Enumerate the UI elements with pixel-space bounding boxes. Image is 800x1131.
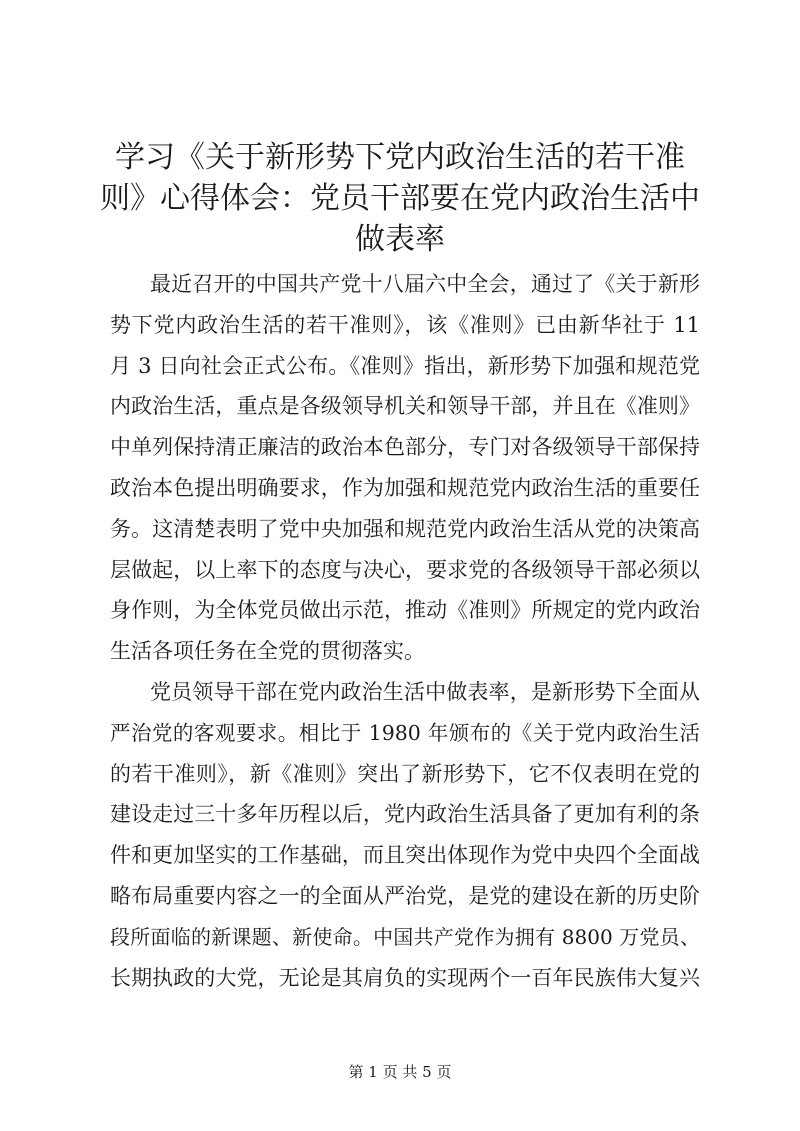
title-line: 做表率	[355, 222, 445, 257]
paragraph-line: 中单列保持清正廉洁的政治本色部分，专门对各级领导干部保持	[110, 435, 700, 460]
paragraph-line: 生活各项任务在全党的贯彻落实。	[110, 639, 425, 664]
paragraph-line: 略布局重要内容之一的全面从严治党，是党的建设在新的历史阶	[110, 883, 700, 908]
paragraph-line: 的若干准则》，新《准则》突出了新形势下，它不仅表明在党的	[110, 761, 700, 786]
paragraph-1	[110, 264, 700, 672]
paragraph-line: 最近召开的中国共产党十八届六中全会，通过了《关于新形	[150, 272, 700, 296]
paragraph-line: 政治本色提出明确要求，作为加强和规范党内政治生活的重要任	[110, 475, 700, 500]
document-body	[110, 264, 700, 998]
paragraph-line: 内政治生活，重点是各级领导机关和领导干部，并且在《准则》	[110, 394, 700, 419]
paragraph-line: 长期执政的大党，无论是其肩负的实现两个一百年民族伟大复兴	[110, 965, 700, 990]
paragraph-line: 势下党内政治生活的若干准则》，该《准则》已由新华社于 11	[110, 312, 700, 337]
paragraph-line: 月 3 日向社会正式公布。《准则》指出，新形势下加强和规范党	[110, 353, 700, 378]
paragraph-line: 身作则，为全体党员做出示范，推动《准则》所规定的党内政治	[110, 598, 700, 623]
paragraph-line: 段所面临的新课题、新使命。中国共产党作为拥有 8800 万党员、	[110, 924, 700, 949]
paragraph-line: 党员领导干部在党内政治生活中做表率，是新形势下全面从	[150, 679, 700, 704]
paragraph-line: 层做起，以上率下的态度与决心，要求党的各级领导干部必须以	[110, 557, 700, 582]
paragraph-2	[110, 672, 700, 998]
title-line: 学习《关于新形势下党内政治生活的若干准	[115, 140, 685, 175]
paragraph-line: 务。这清楚表明了党中央加强和规范党内政治生活从党的决策高	[110, 516, 700, 541]
title-line: 则》心得体会：党员干部要在党内政治生活中	[100, 181, 700, 216]
paragraph-line: 严治党的客观要求。相比于 1980 年颁布的《关于党内政治生活	[110, 720, 700, 745]
paragraph-line: 件和更加坚实的工作基础，而且突出体现作为党中央四个全面战	[110, 843, 700, 868]
paragraph-line: 建设走过三十多年历程以后，党内政治生活具备了更加有利的条	[110, 802, 700, 827]
page-footer: 第 1 页 共 5 页	[348, 1063, 452, 1081]
document-title	[100, 137, 700, 260]
